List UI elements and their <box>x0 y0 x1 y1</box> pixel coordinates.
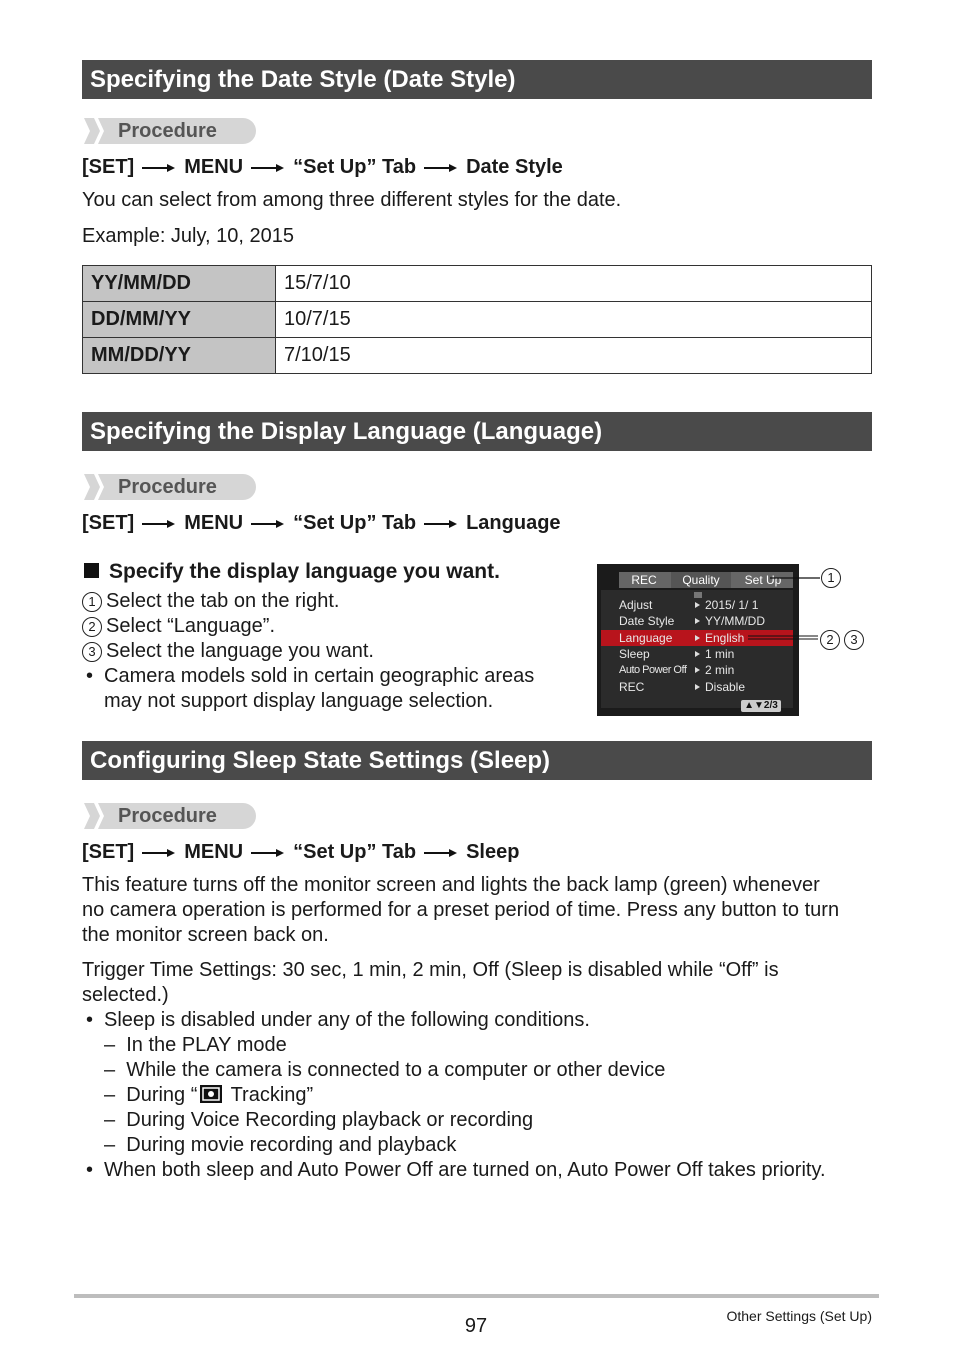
language-note-line-1: Camera models sold in certain geographic areas <box>104 665 535 687</box>
date-style-intro: You can select from among three different styles for the date. <box>82 189 622 211</box>
sleep-para1-line1: This feature turns off the monitor screen and lights the back lamp (green) whenever <box>82 874 820 896</box>
camera-menu-row: Adjust 2015/ 1/ 1 <box>619 598 759 612</box>
language-note-line-2: may not support display language selection. <box>104 690 494 712</box>
sleep-para1-line2: no camera operation is performed for a preset period of time. Press any button to turn <box>82 899 840 921</box>
condition-item: – In the PLAY mode <box>104 1034 287 1056</box>
camera-tab-rec: REC <box>631 573 657 587</box>
bullet-icon: • <box>86 1159 94 1181</box>
procedure-label: Procedure <box>84 803 256 829</box>
arrow-right-icon <box>142 519 176 529</box>
arrow-right-icon <box>424 848 458 858</box>
step-1: 1 Select the tab on the right. <box>82 589 340 614</box>
procedure-label: Procedure <box>84 474 256 500</box>
arrow-right-icon <box>142 848 176 858</box>
camera-tab-bar <box>619 572 793 588</box>
callout-leader-line <box>770 574 822 582</box>
arrow-right-icon <box>424 163 458 173</box>
camera-menu-panel <box>601 590 793 708</box>
arrow-right-icon <box>251 848 285 858</box>
triangle-right-icon <box>695 602 700 608</box>
table-row <box>83 302 872 338</box>
sleep-bullet-1: Sleep is disabled under any of the following conditions. <box>104 1009 590 1031</box>
condition-item: – During “ Tracking” <box>104 1084 314 1106</box>
page-indicator: ▲▼2/3 <box>741 700 781 712</box>
section-heading-date-style: Specifying the Date Style (Date Style) <box>82 60 872 99</box>
table-row <box>83 266 872 302</box>
section-heading-sleep: Configuring Sleep State Settings (Sleep) <box>82 741 872 780</box>
condition-item: – While the camera is connected to a computer or other device <box>104 1059 666 1081</box>
camera-menu-row: Sleep 1 min <box>619 647 735 661</box>
table-cell-value: 10/7/15 <box>276 302 872 338</box>
triangle-right-icon <box>695 618 700 624</box>
step-2: 2 Select “Language”. <box>82 614 275 639</box>
camera-menu-row: Auto Power Off 2 min <box>619 663 735 677</box>
camera-menu-row: REC Disable <box>619 680 746 694</box>
triangle-right-icon <box>695 635 700 641</box>
date-style-table <box>82 265 872 374</box>
date-style-example: Example: July, 10, 2015 <box>82 225 294 247</box>
triangle-right-icon <box>695 684 700 690</box>
footer-section-name: Other Settings (Set Up) <box>726 1308 872 1324</box>
triangle-right-icon <box>695 651 700 657</box>
table-row <box>83 338 872 374</box>
arrow-right-icon <box>142 163 176 173</box>
sleep-para1-line3: the monitor screen back on. <box>82 924 329 946</box>
menu-path-language: [SET] MENU “Set Up” Tab Language <box>82 512 561 534</box>
language-note-bullet: • <box>86 665 94 687</box>
camera-tab-quality: Quality <box>671 572 731 588</box>
sleep-para2-line1: Trigger Time Settings: 30 sec, 1 min, 2 min, Off (Sleep is disabled while “Off” is <box>82 959 779 981</box>
camera-tab-setup: Set Up <box>744 573 782 587</box>
square-bullet-icon <box>84 563 99 578</box>
sleep-para2-line2: selected.) <box>82 984 169 1006</box>
tracking-mode-icon <box>199 1084 223 1104</box>
sleep-bullet-2: When both sleep and Auto Power Off are turned on, Auto Power Off takes priority. <box>104 1159 826 1181</box>
arrow-right-icon <box>251 519 285 529</box>
table-cell-value: 15/7/10 <box>276 266 872 302</box>
circled-number-icon: 2 <box>82 617 102 637</box>
circled-number-icon: 3 <box>82 642 102 662</box>
circled-number-icon: 1 <box>82 592 102 612</box>
condition-item: – During Voice Recording playback or recording <box>104 1109 534 1131</box>
table-cell-format: YY/MM/DD <box>83 266 276 302</box>
footer-divider <box>74 1294 879 1298</box>
triangle-right-icon <box>695 667 700 673</box>
menu-path-date-style: [SET] MENU “Set Up” Tab Date Style <box>82 156 563 178</box>
bullet-icon: • <box>86 1009 94 1031</box>
table-cell-value: 7/10/15 <box>276 338 872 374</box>
callout-1: 1 <box>821 566 845 588</box>
table-cell-format: DD/MM/YY <box>83 302 276 338</box>
table-cell-format: MM/DD/YY <box>83 338 276 374</box>
callout-leader-line <box>748 634 820 642</box>
camera-menu-row-selected: Language English <box>601 630 793 646</box>
camera-menu-row: Date Style YY/MM/DD <box>619 614 765 628</box>
procedure-label: Procedure <box>84 118 256 144</box>
section-heading-language: Specifying the Display Language (Language) <box>82 412 872 451</box>
step-3: 3 Select the language you want. <box>82 639 374 664</box>
callout-2-3: 2 3 <box>820 628 868 650</box>
language-subheading: Specify the display language you want. <box>84 560 500 584</box>
page-number: 97 <box>464 1315 488 1337</box>
condition-item: – During movie recording and playback <box>104 1134 457 1156</box>
menu-path-sleep: [SET] MENU “Set Up” Tab Sleep <box>82 841 520 863</box>
arrow-right-icon <box>251 163 285 173</box>
arrow-right-icon <box>424 519 458 529</box>
